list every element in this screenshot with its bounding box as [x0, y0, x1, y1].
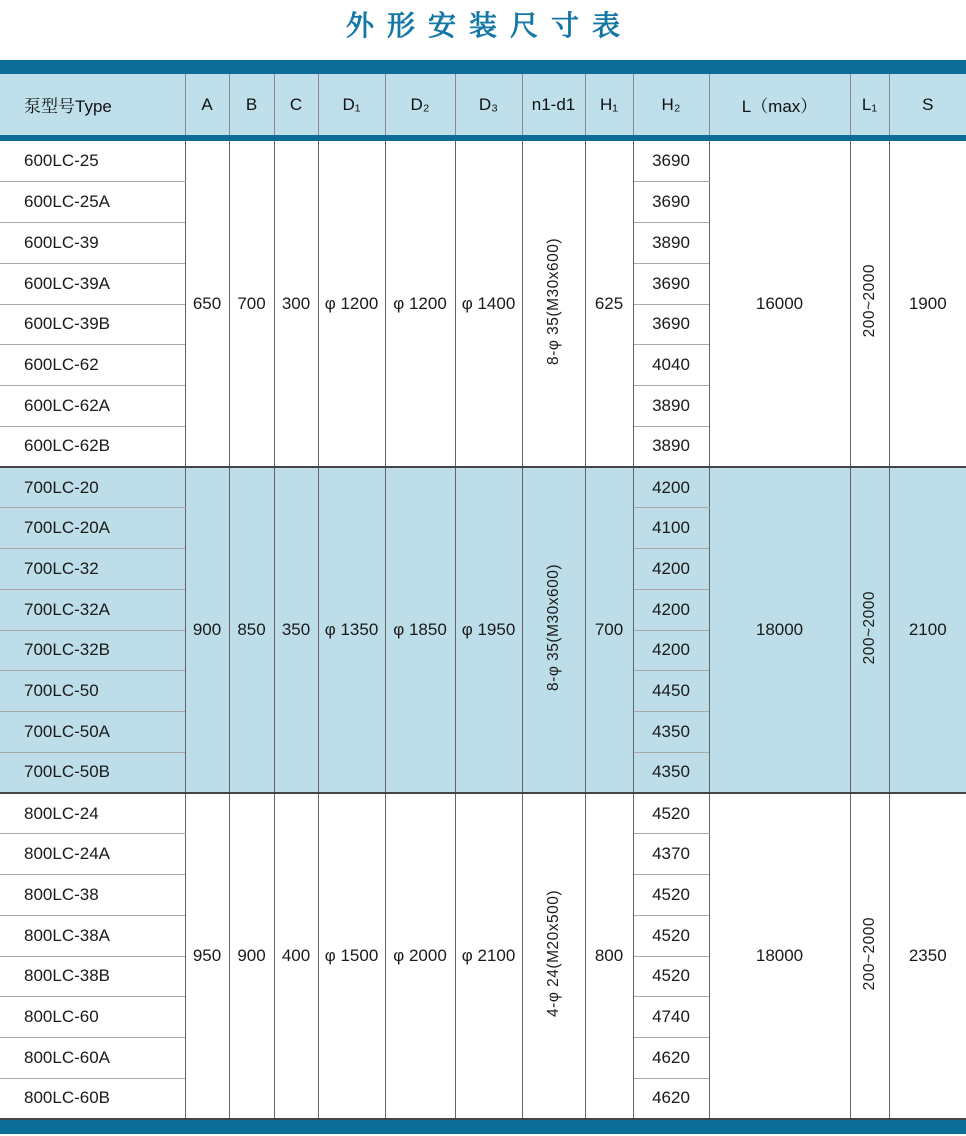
table-row — [0, 467, 966, 508]
dim-h2-cell: 4200 — [633, 549, 709, 590]
dim-h2-cell: 4350 — [633, 712, 709, 753]
n1d1-vertical-text: 4-φ 24(M20x500) — [544, 890, 562, 1017]
dim-h2-cell: 4620 — [633, 1078, 709, 1119]
dim-a-cell: 900 — [185, 467, 229, 793]
dim-n1d1-cell — [522, 141, 585, 467]
dim-h2-cell: 3890 — [633, 386, 709, 427]
pump-type-cell: 600LC-39B — [0, 304, 185, 345]
pump-type-cell: 600LC-25 — [0, 141, 185, 182]
dim-lmax-cell: 16000 — [709, 141, 850, 467]
pump-type-cell: 700LC-32 — [0, 549, 185, 590]
pump-type-cell: 700LC-50B — [0, 752, 185, 793]
l1-vertical-text: 200~2000 — [860, 916, 878, 991]
dim-d1-cell: φ 1200 — [318, 141, 385, 467]
pump-type-cell: 700LC-50A — [0, 712, 185, 753]
header-d2: D₂ — [385, 74, 455, 135]
n1d1-vertical-text: 8-φ 35(M30x600) — [544, 237, 562, 365]
dim-h2-cell: 4450 — [633, 671, 709, 712]
pump-group-800lc — [0, 793, 966, 1119]
table-row — [0, 141, 966, 182]
dim-h2-cell: 4520 — [633, 875, 709, 916]
pump-group-700lc — [0, 467, 966, 793]
pump-type-cell: 800LC-60A — [0, 1038, 185, 1079]
header-n1d1: n1-d1 — [522, 74, 585, 135]
dim-h2-cell: 4040 — [633, 345, 709, 386]
pump-type-cell: 600LC-62 — [0, 345, 185, 386]
dim-h2-cell: 4200 — [633, 467, 709, 508]
dim-n1d1-cell — [522, 467, 585, 793]
n1d1-vertical-text: 8-φ 35(M30x600) — [544, 564, 562, 691]
dimension-table — [0, 60, 966, 1134]
pump-type-cell: 600LC-39A — [0, 263, 185, 304]
dim-h2-cell: 3890 — [633, 426, 709, 467]
dim-h2-cell: 4520 — [633, 915, 709, 956]
header-pump-type: 泵型号Type — [0, 74, 185, 135]
dim-h2-cell: 4100 — [633, 508, 709, 549]
dim-d1-cell: φ 1500 — [318, 793, 385, 1119]
pump-type-cell: 700LC-20A — [0, 508, 185, 549]
dim-s-cell: 2100 — [889, 467, 966, 793]
dim-l1-cell — [850, 467, 889, 793]
dim-l1-cell — [850, 793, 889, 1119]
dim-b-cell: 850 — [229, 467, 274, 793]
pump-type-cell: 700LC-50 — [0, 671, 185, 712]
header-s: S — [889, 74, 966, 135]
header-d1: D₁ — [318, 74, 385, 135]
dim-h2-cell: 3690 — [633, 182, 709, 223]
pump-type-cell: 800LC-38B — [0, 956, 185, 997]
dim-h2-cell: 4350 — [633, 752, 709, 793]
pump-type-cell: 800LC-38A — [0, 915, 185, 956]
pump-type-cell: 800LC-38 — [0, 875, 185, 916]
dim-d2-cell: φ 1850 — [385, 467, 455, 793]
pump-type-cell: 700LC-32B — [0, 630, 185, 671]
dim-lmax-cell: 18000 — [709, 467, 850, 793]
dim-h1-cell: 700 — [585, 467, 633, 793]
header-h1: H₁ — [585, 74, 633, 135]
l1-vertical-text: 200~2000 — [860, 590, 878, 665]
dim-h2-cell: 3690 — [633, 304, 709, 345]
dim-h2-cell: 4200 — [633, 630, 709, 671]
dim-h2-cell: 3890 — [633, 223, 709, 264]
dim-h2-cell: 4740 — [633, 997, 709, 1038]
dim-h1-cell: 800 — [585, 793, 633, 1119]
dim-s-cell: 1900 — [889, 141, 966, 467]
pump-type-cell: 600LC-62A — [0, 386, 185, 427]
dim-h2-cell: 3690 — [633, 141, 709, 182]
dim-n1d1-cell — [522, 793, 585, 1119]
pump-type-cell: 800LC-60 — [0, 997, 185, 1038]
pump-type-cell: 700LC-20 — [0, 467, 185, 508]
dim-h2-cell: 4620 — [633, 1038, 709, 1079]
pump-type-cell: 800LC-60B — [0, 1078, 185, 1119]
dim-c-cell: 300 — [274, 141, 318, 467]
dim-l1-cell — [850, 141, 889, 467]
dim-b-cell: 900 — [229, 793, 274, 1119]
header-d3: D₃ — [455, 74, 522, 135]
dim-d1-cell: φ 1350 — [318, 467, 385, 793]
dim-h2-cell: 4520 — [633, 956, 709, 997]
pump-group-600lc — [0, 141, 966, 467]
pump-type-cell: 800LC-24 — [0, 793, 185, 834]
page-title: 外形安装尺寸表 — [345, 10, 633, 41]
header-a: A — [185, 74, 229, 135]
table-bottom-bar — [0, 1119, 966, 1134]
dim-a-cell: 950 — [185, 793, 229, 1119]
dim-c-cell: 400 — [274, 793, 318, 1119]
dim-c-cell: 350 — [274, 467, 318, 793]
pump-type-cell: 800LC-24A — [0, 834, 185, 875]
header-l1: L₁ — [850, 74, 889, 135]
pump-type-cell: 600LC-39 — [0, 223, 185, 264]
dim-lmax-cell: 18000 — [709, 793, 850, 1119]
dim-h2-cell: 3690 — [633, 263, 709, 304]
header-lmax: L（max） — [709, 74, 850, 135]
header-c: C — [274, 74, 318, 135]
pump-type-cell: 600LC-62B — [0, 426, 185, 467]
table-row — [0, 793, 966, 834]
header-h2: H₂ — [633, 74, 709, 135]
dim-h2-cell: 4200 — [633, 589, 709, 630]
dim-h1-cell: 625 — [585, 141, 633, 467]
dim-d3-cell: φ 1400 — [455, 141, 522, 467]
dim-d3-cell: φ 2100 — [455, 793, 522, 1119]
dim-d2-cell: φ 1200 — [385, 141, 455, 467]
dim-d2-cell: φ 2000 — [385, 793, 455, 1119]
pump-type-cell: 700LC-32A — [0, 589, 185, 630]
dim-s-cell: 2350 — [889, 793, 966, 1119]
table-header-row — [0, 74, 966, 135]
table-top-bar — [0, 60, 966, 74]
dim-h2-cell: 4370 — [633, 834, 709, 875]
dim-b-cell: 700 — [229, 141, 274, 467]
dim-a-cell: 650 — [185, 141, 229, 467]
pump-type-cell: 600LC-25A — [0, 182, 185, 223]
l1-vertical-text: 200~2000 — [860, 264, 878, 338]
header-b: B — [229, 74, 274, 135]
dim-h2-cell: 4520 — [633, 793, 709, 834]
dim-d3-cell: φ 1950 — [455, 467, 522, 793]
